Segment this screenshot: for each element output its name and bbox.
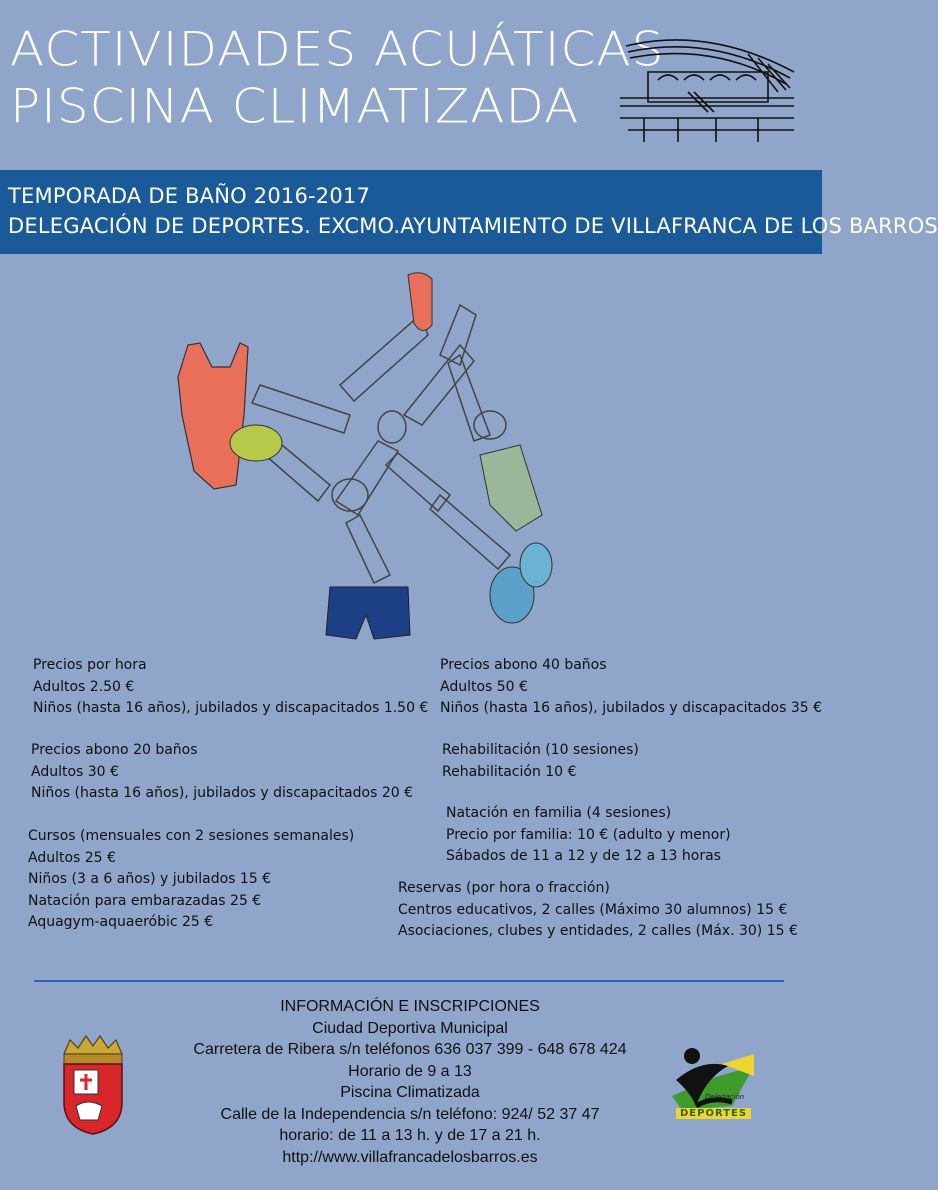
price-group-20-baths [31,740,413,805]
season-banner [0,170,938,254]
price-group-title: Precios abono 20 baños [31,742,198,758]
contact-info [120,996,700,1168]
price-line: Natación para embarazadas 25 € [28,892,262,909]
price-group-reservations [398,878,798,943]
title-line-1: ACTIVIDADES ACUÁTICAS [10,21,665,78]
organizer-line: DELEGACIÓN DE DEPORTES. EXCMO.AYUNTAMIENTO DE VILLAFRANCA DE LOS BARROS [8,214,938,238]
price-group-family [446,803,731,868]
price-group-title: Natación en familia (4 sesiones) [446,805,672,821]
info-line: Calle de la Independencia s/n teléfono: 924/ 52 37 47 [220,1105,600,1123]
price-group-title: Precios abono 40 baños [440,657,607,673]
website-link[interactable]: http://www.villafrancadelosbarros.es [282,1148,538,1166]
swimsuit [178,343,248,489]
price-group-title: Rehabilitación (10 sesiones) [442,742,639,758]
price-group-hourly [33,655,428,720]
poster-title [10,21,664,135]
price-group-40-baths [440,655,822,720]
title-line-2: PISCINA CLIMATIZADA [10,78,580,135]
season-line: TEMPORADA DE BAÑO 2016-2017 [8,184,371,208]
info-line: Ciudad Deportiva Municipal [312,1019,508,1037]
price-line: Sábados de 11 a 12 y de 12 a 13 horas [446,848,721,864]
divider [34,980,784,982]
logo-wordmark: DEPORTES [676,1108,751,1119]
price-line: Niños (hasta 16 años), jubilados y discapacitados 1.50 € [33,700,429,716]
pool-building-icon [618,32,796,144]
info-line: horario: de 11 a 13 h. y de 17 a 21 h. [279,1127,541,1144]
price-line: Niños (3 a 6 años) y jubilados 15 € [28,871,272,887]
price-line: Adultos 50 € [440,678,528,695]
price-group-title: Precios por hora [33,657,147,673]
price-line: Niños (hasta 16 años), jubilados y discapacitados 35 € [440,700,822,716]
price-line: Aquagym-aquaeróbic 25 € [28,914,214,930]
price-line: Centros educativos, 2 calles (Máximo 30 alumnos) 15 € [398,901,788,918]
logo-subtitle: Delegación [705,1093,745,1101]
info-heading: INFORMACIÓN E INSCRIPCIONES [280,998,540,1015]
price-group-title: Cursos (mensuales con 2 sesiones semanales) [28,828,355,844]
info-line: Carretera de Ribera s/n teléfonos 636 037 399 - 648 678 424 [193,1041,627,1058]
price-line: Precio por familia: 10 € (adulto y menor) [446,826,731,843]
price-line: Adultos 30 € [31,763,119,780]
price-line: Asociaciones, clubes y entidades, 2 calles (Máx. 30) 15 € [398,923,798,939]
price-group-rehab [442,740,639,783]
price-group-courses [28,826,354,934]
price-line: Rehabilitación 10 € [442,763,577,780]
price-line: Niños (hasta 16 años), jubilados y discapacitados 20 € [31,785,413,801]
info-line: Piscina Climatizada [340,1084,480,1101]
info-line: Horario de 9 a 13 [348,1062,472,1080]
town-coat-of-arms-icon [58,1032,128,1136]
swimmer-illustration [160,265,580,655]
price-line: Adultos 2.50 € [33,678,135,695]
price-group-title: Reservas (por hora o fracción) [398,880,610,896]
price-line: Adultos 25 € [28,849,116,866]
